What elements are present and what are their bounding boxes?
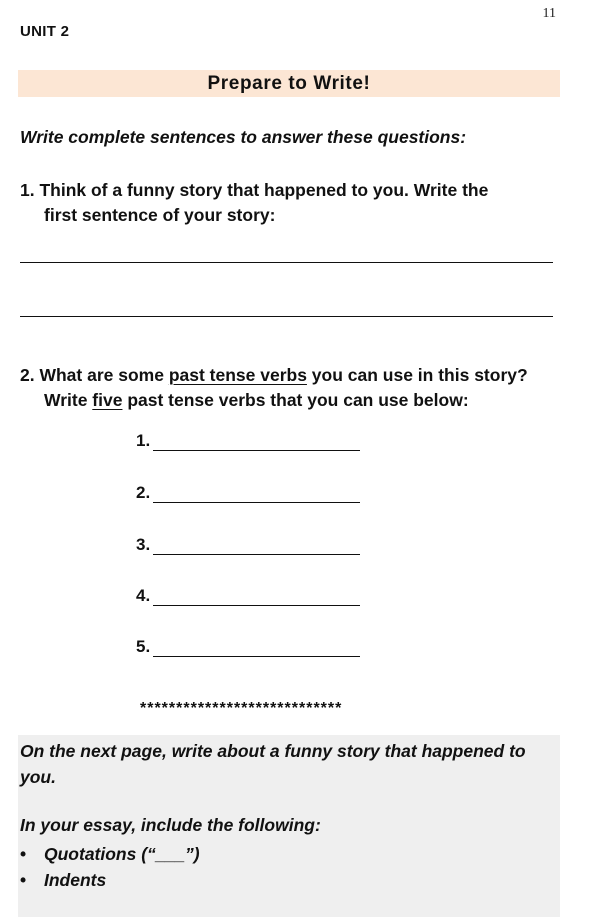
verb-blank[interactable] xyxy=(153,591,360,606)
note-text: On the next page, write about a funny story that happened to you. xyxy=(20,741,526,787)
question-1-line-1: 1. Think of a funny story that happened to you. Write the xyxy=(20,180,489,200)
question-2-line-2 xyxy=(20,388,580,413)
page-title: Prepare to Write! xyxy=(207,73,371,94)
bullet-icon: • xyxy=(20,844,27,864)
star-divider: **************************** xyxy=(140,700,343,717)
verb-slot-number: 5. xyxy=(136,637,151,656)
question-2-line-2-prefix: Write xyxy=(44,390,93,410)
include-list xyxy=(20,841,200,893)
verb-slot-number: 4. xyxy=(136,586,151,605)
verb-slot-4 xyxy=(136,586,360,606)
verb-slot-number: 3. xyxy=(136,535,151,554)
question-1-line-2: first sentence of your story: xyxy=(44,205,276,225)
verb-blank[interactable] xyxy=(153,642,360,657)
list-item-text: Quotations (“___”) xyxy=(44,844,200,864)
verb-blank[interactable] xyxy=(153,488,360,503)
answer-line-2[interactable] xyxy=(20,316,553,317)
page-number: 11 xyxy=(542,6,556,21)
verb-slot-5 xyxy=(136,637,360,657)
list-item xyxy=(20,867,200,893)
unit-label: UNIT 2 xyxy=(20,23,70,40)
past-tense-verbs-underlined: past tense verbs xyxy=(168,365,307,385)
question-2-line-1-prefix: 2. What are some xyxy=(20,365,169,385)
instruction-text: Write complete sentences to answer these questions: xyxy=(20,127,467,147)
bullet-icon: • xyxy=(20,870,27,890)
question-2 xyxy=(20,363,580,413)
title-banner xyxy=(18,70,560,97)
question-2-line-1-suffix: you can use in this story? xyxy=(306,365,528,385)
answer-line-1[interactable] xyxy=(20,262,553,263)
verb-slot-number: 1. xyxy=(136,431,151,450)
verb-blank[interactable] xyxy=(153,436,360,451)
question-1 xyxy=(20,178,560,228)
question-2-line-2-suffix: past tense verbs that you can use below: xyxy=(122,390,469,410)
verb-slot-number: 2. xyxy=(136,483,151,502)
verb-slot-3 xyxy=(136,535,360,555)
list-item-text: Indents xyxy=(44,870,107,890)
verb-slot-2 xyxy=(136,483,360,503)
include-heading: In your essay, include the following: xyxy=(20,815,321,835)
question-2-line-1 xyxy=(20,363,580,388)
verb-blank[interactable] xyxy=(153,540,360,555)
verb-slot-1 xyxy=(136,431,360,451)
five-underlined: five xyxy=(92,390,123,410)
list-item xyxy=(20,841,200,867)
